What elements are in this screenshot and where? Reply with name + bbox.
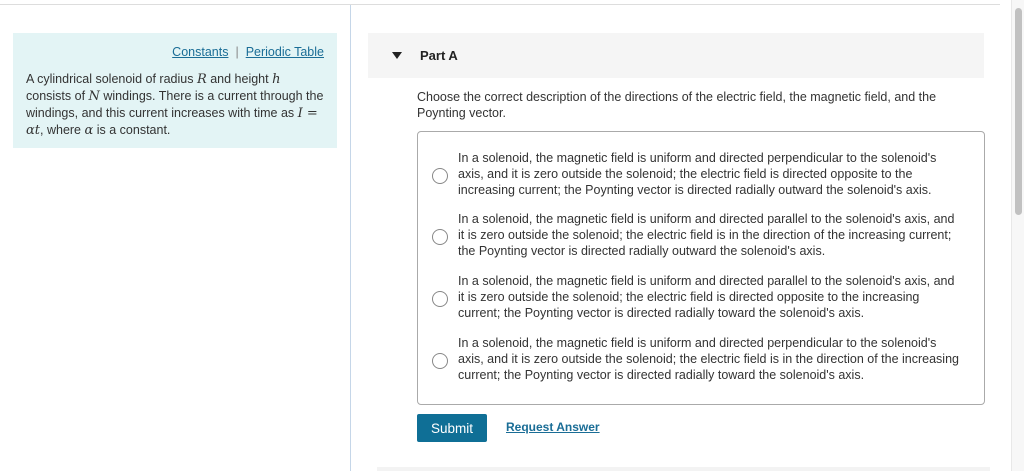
option-text: In a solenoid, the magnetic field is uniform and directed parallel to the solenoid's axis, and it is zero outside the solenoid; the electric field is directed opposite to the increasing current; the Poynting vector is directed radially toward the solenoid's axis. <box>458 274 955 320</box>
answer-options <box>417 131 985 405</box>
problem-statement: A cylindrical solenoid of radius R and height h consists of N windings. There is a current through the windings, and this current increases with time as I = αt, where α is a constant. <box>26 72 324 138</box>
resource-links <box>172 45 324 59</box>
radio-button[interactable] <box>432 168 448 184</box>
problem-intro-panel <box>13 33 337 148</box>
column-divider <box>350 5 351 471</box>
radio-button[interactable] <box>432 229 448 245</box>
option-text: In a solenoid, the magnetic field is uniform and directed parallel to the solenoid's axis, and it is zero outside the solenoid; the electric field is in the direction of the increasing current; the Poynting vector is directed radially outward the solenoid's axis. <box>458 212 955 258</box>
submit-button[interactable]: Submit <box>417 414 487 442</box>
option-text: In a solenoid, the magnetic field is uniform and directed perpendicular to the solenoid's axis, and it is zero outside the solenoid; the electric field is directed opposite to the increasing current; the Poynting vector is directed radially outward the solenoid's axis. <box>458 151 937 197</box>
bottom-divider <box>377 467 990 471</box>
collapse-triangle-icon[interactable] <box>392 52 402 59</box>
periodic-table-link[interactable]: Periodic Table <box>245 45 324 59</box>
link-separator: | <box>235 45 239 59</box>
question-text: Choose the correct description of the directions of the electric field, the magnetic field, and the Poynting vector. <box>417 90 937 120</box>
part-title: Part A <box>420 48 458 63</box>
part-a-header[interactable] <box>368 33 984 78</box>
radio-button[interactable] <box>432 291 448 307</box>
scrollbar-thumb[interactable] <box>1015 8 1022 215</box>
request-answer-link[interactable]: Request Answer <box>506 420 600 434</box>
radio-button[interactable] <box>432 353 448 369</box>
top-divider <box>0 4 1000 5</box>
scrollbar[interactable] <box>1011 0 1024 471</box>
constants-link[interactable]: Constants <box>172 45 229 59</box>
option-text: In a solenoid, the magnetic field is uniform and directed perpendicular to the solenoid's axis, and it is zero outside the solenoid; the electric field is in the direction of the increasing current; the Poynting vector is directed radially toward the solenoid's axis. <box>458 336 959 382</box>
